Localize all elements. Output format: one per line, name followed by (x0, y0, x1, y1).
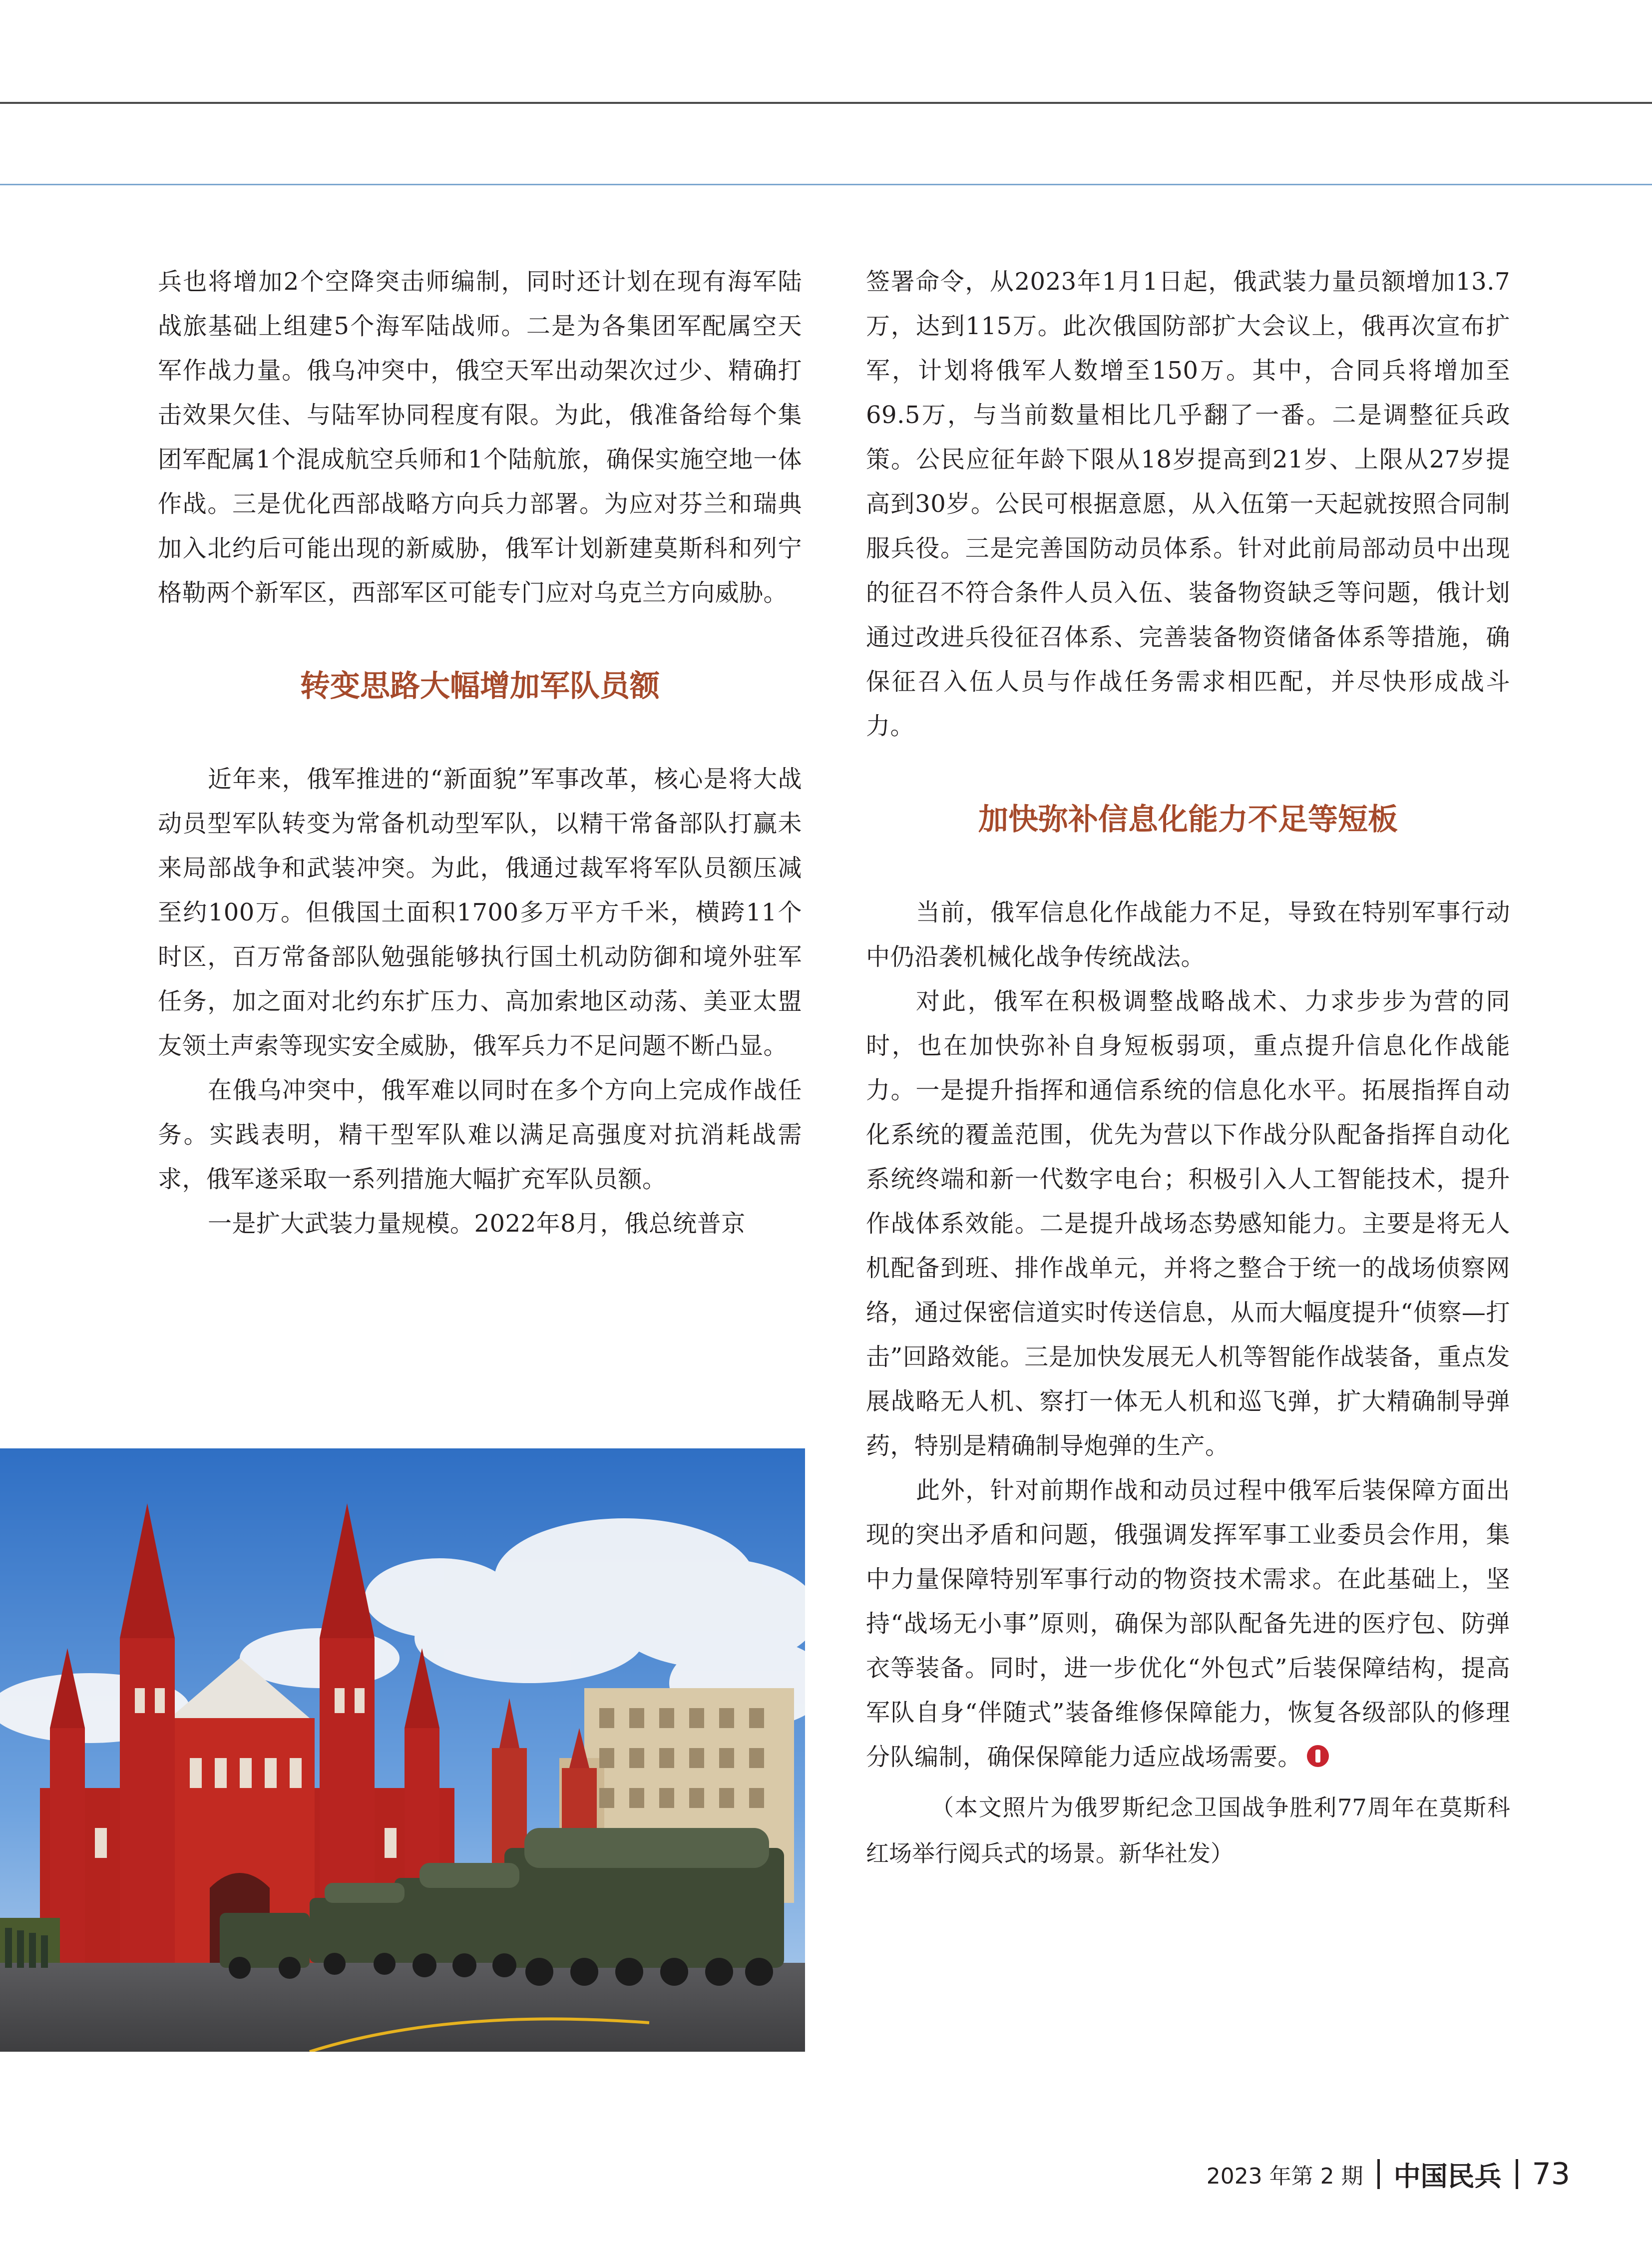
right-column (866, 260, 1510, 1876)
footer-divider (1377, 2159, 1380, 2189)
right-paragraph-4 (866, 1468, 1510, 1780)
right-paragraph-3: 对此，俄军在积极调整战略战术、力求步步为营的同时，也在加快弥补自身短板弱项，重点提升信息化作战能力。一是提升指挥和通信系统的信息化水平。拓展指挥自动化系统的覆盖范围，优先为营以下作战分队配备指挥自动化系统终端和新一代数字电台；积极引入人工智能技术，提升作战体系效能。二是提升战场态势感知能力。主要是将无人机配备到班、排作战单元，并将之整合于统一的战场侦察网络，通过保密信道实时传送信息，从而大幅度提升“侦察—打击”回路效能。三是加快发展无人机等智能作战装备，重点发展战略无人机、察打一体无人机和巡飞弹，扩大精确制导弹药，特别是精确制导炮弹的生产。 (866, 987, 1510, 1460)
article-end-icon (1307, 1745, 1329, 1767)
header-rule (0, 102, 1652, 104)
left-paragraph-3: 在俄乌冲突中，俄军难以同时在多个方向上完成作战任务。实践表明，精干型军队难以满足高强度对抗消耗战需求，俄军遂采取一系列措施大幅扩充军队员额。 (158, 1076, 802, 1193)
left-paragraph-2: 近年来，俄军推进的“新面貌”军事改革，核心是将大战动员型军队转变为常备机动型军队，以精干常备部队打赢未来局部战争和武装冲突。为此，俄通过裁军将军队员额压减至约100万。但俄国土面积1700多万平方千米，横跨11个时区，百万常备部队勉强能够执行国土机动防御和境外驻军任务，加之面对北约东扩压力、高加索地区动荡、美亚太盟友领土声索等现实安全威胁，俄军兵力不足问题不断凸显。 (158, 765, 802, 1060)
header-blue-rule (0, 184, 1652, 185)
page-number: 73 (1532, 2157, 1570, 2192)
left-paragraph-1: 兵也将增加2个空降突击师编制，同时还计划在现有海军陆战旅基础上组建5个海军陆战师。二是为各集团军配属空天军作战力量。俄乌冲突中，俄空天军出动架次过少、精确打击效果欠佳、与陆军协同程度有限。为此，俄准备给每个集团军配属1个混成航空兵师和1个陆航旅，确保实施空地一体作战。三是优化西部战略方向兵力部署。为应对芬兰和瑞典加入北约后可能出现的新威胁，俄军计划新建莫斯科和列宁格勒两个新军区，西部军区可能专门应对乌克兰方向威胁。 (158, 268, 802, 607)
magazine-name: 中国民兵 (1393, 2160, 1502, 2192)
photo-caption: （本文照片为俄罗斯纪念卫国战争胜利77周年在莫斯科红场举行阅兵式的场景。新华社发） (866, 1794, 1510, 1867)
right-paragraph-2: 当前，俄军信息化作战能力不足，导致在特别军事行动中仍沿袭机械化战争传统战法。 (866, 898, 1510, 971)
left-column (158, 260, 802, 1246)
parade-photo (0, 1448, 805, 2052)
section-heading-1: 转变思路大幅增加军队员额 (300, 669, 660, 704)
footer-divider-2 (1516, 2159, 1518, 2189)
section-heading-2: 加快弥补信息化能力不足等短板 (978, 802, 1398, 837)
right-paragraph-1: 签署命令，从2023年1月1日起，俄武装力量员额增加13.7万，达到115万。此次俄国防部扩大会议上，俄再次宣布扩军，计划将俄军人数增至150万。其中，合同兵将增加至69.5万，与当前数量相比几乎翻了一番。二是调整征兵政策。公民应征年龄下限从18岁提高到21岁、上限从27岁提高到30岁。公民可根据意愿，从入伍第一天起就按照合同制服兵役。三是完善国防动员体系。针对此前局部动员中出现的征召不符合条件人员入伍、装备物资缺乏等问题，俄计划通过改进兵役征召体系、完善装备物资储备体系等措施，确保征召入伍人员与作战任务需求相匹配，并尽快形成战斗力。 (866, 268, 1510, 740)
left-paragraph-4: 一是扩大武装力量规模。2022年8月，俄总统普京 (208, 1210, 746, 1238)
issue-label: 2023 年第 2 期 (1206, 2164, 1363, 2189)
page-footer (1207, 2152, 1570, 2197)
right-paragraph-4-text: 此外，针对前期作战和动员过程中俄军后装保障方面出现的突出矛盾和问题，俄强调发挥军事工业委员会作用，集中力量保障特别军事行动的物资技术需求。在此基础上，坚持“战场无小事”原则，确保为部队配备先进的医疗包、防弹衣等装备。同时，进一步优化“外包式”后装保障结构，提高军队自身“伴随式”装备维修保障能力，恢复各级部队的修理分队编制，确保保障能力适应战场需要。 (866, 1476, 1510, 1771)
